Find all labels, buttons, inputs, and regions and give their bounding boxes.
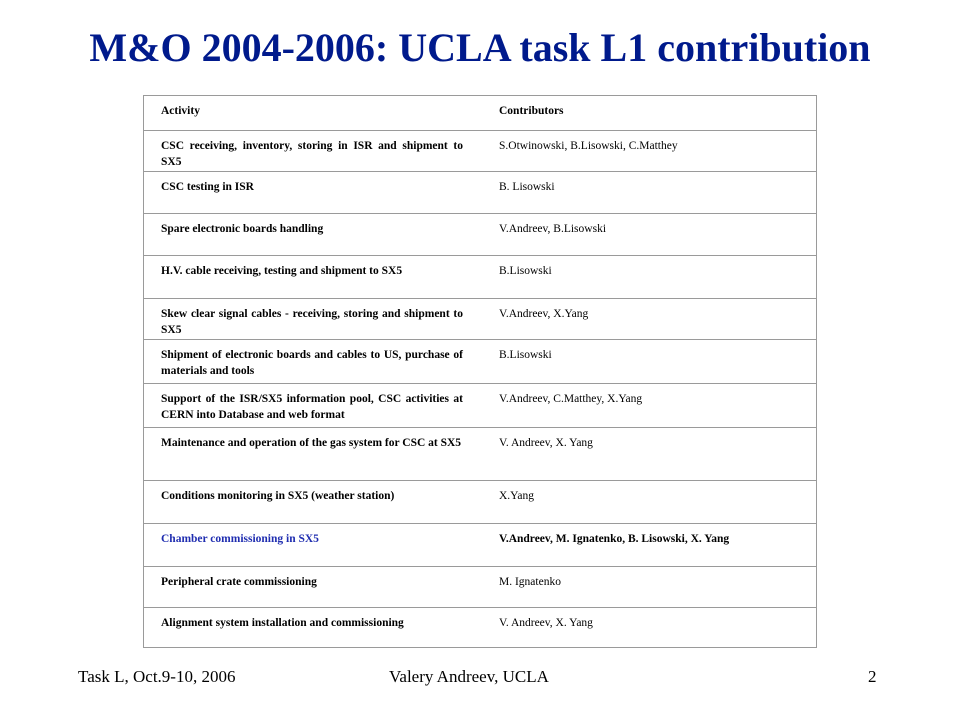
table-row [144,607,816,647]
header-activity: Activity [161,105,200,117]
activity-cell: Maintenance and operation of the gas system for CSC at SX5 [144,427,481,480]
footer-event: Task L, Oct.9-10, 2006 [78,667,236,686]
contributors-cell: B.Lisowski [481,255,816,298]
slide-title: M&O 2004-2006: UCLA task L1 contribution [89,25,871,70]
contributors-cell: B. Lisowski [481,171,816,213]
table-row [144,298,816,339]
table-row [144,339,816,383]
table-row [144,213,816,255]
table-row [144,383,816,427]
contributors-cell: M. Ignatenko [481,566,816,607]
activity-cell: CSC receiving, inventory, storing in ISR and shipment to SX5 [144,130,481,171]
activity-cell: Skew clear signal cables - receiving, storing and shipment to SX5 [144,298,481,339]
header-contributors: Contributors [499,105,564,117]
table-row [144,523,816,566]
activity-cell: Spare electronic boards handling [144,213,481,255]
activity-cell: H.V. cable receiving, testing and shipment to SX5 [144,255,481,298]
contributors-cell: S.Otwinowski, B.Lisowski, C.Matthey [481,130,816,171]
activity-cell: Conditions monitoring in SX5 (weather station) [144,480,481,523]
table-row [144,171,816,213]
footer-author: Valery Andreev, UCLA [389,667,549,686]
slide-number: 2 [868,667,877,686]
contributors-cell: V.Andreev, C.Matthey, X.Yang [481,383,816,427]
contributors-cell: B.Lisowski [481,339,816,383]
contributors-cell: V. Andreev, X. Yang [481,607,816,647]
activity-cell: CSC testing in ISR [144,171,481,213]
table-row [144,130,816,171]
activity-cell: Shipment of electronic boards and cables to US, purchase of materials and tools [144,339,481,383]
contribution-table [143,95,817,648]
activity-cell: Peripheral crate commissioning [144,566,481,607]
table-row [144,427,816,480]
table-row [144,480,816,523]
table-row [144,566,816,607]
table-row [144,255,816,298]
activity-cell: Alignment system installation and commissioning [144,607,481,647]
contributors-cell: V.Andreev, M. Ignatenko, B. Lisowski, X. Yang [481,523,816,566]
activity-cell: Chamber commissioning in SX5 [144,523,481,566]
contributors-cell: V.Andreev, B.Lisowski [481,213,816,255]
contributors-cell: X.Yang [481,480,816,523]
table-header-row [144,96,816,130]
activity-cell: Support of the ISR/SX5 information pool, CSC activities at CERN into Database and web format [144,383,481,427]
contributors-cell: V.Andreev, X.Yang [481,298,816,339]
contributors-cell: V. Andreev, X. Yang [481,427,816,480]
